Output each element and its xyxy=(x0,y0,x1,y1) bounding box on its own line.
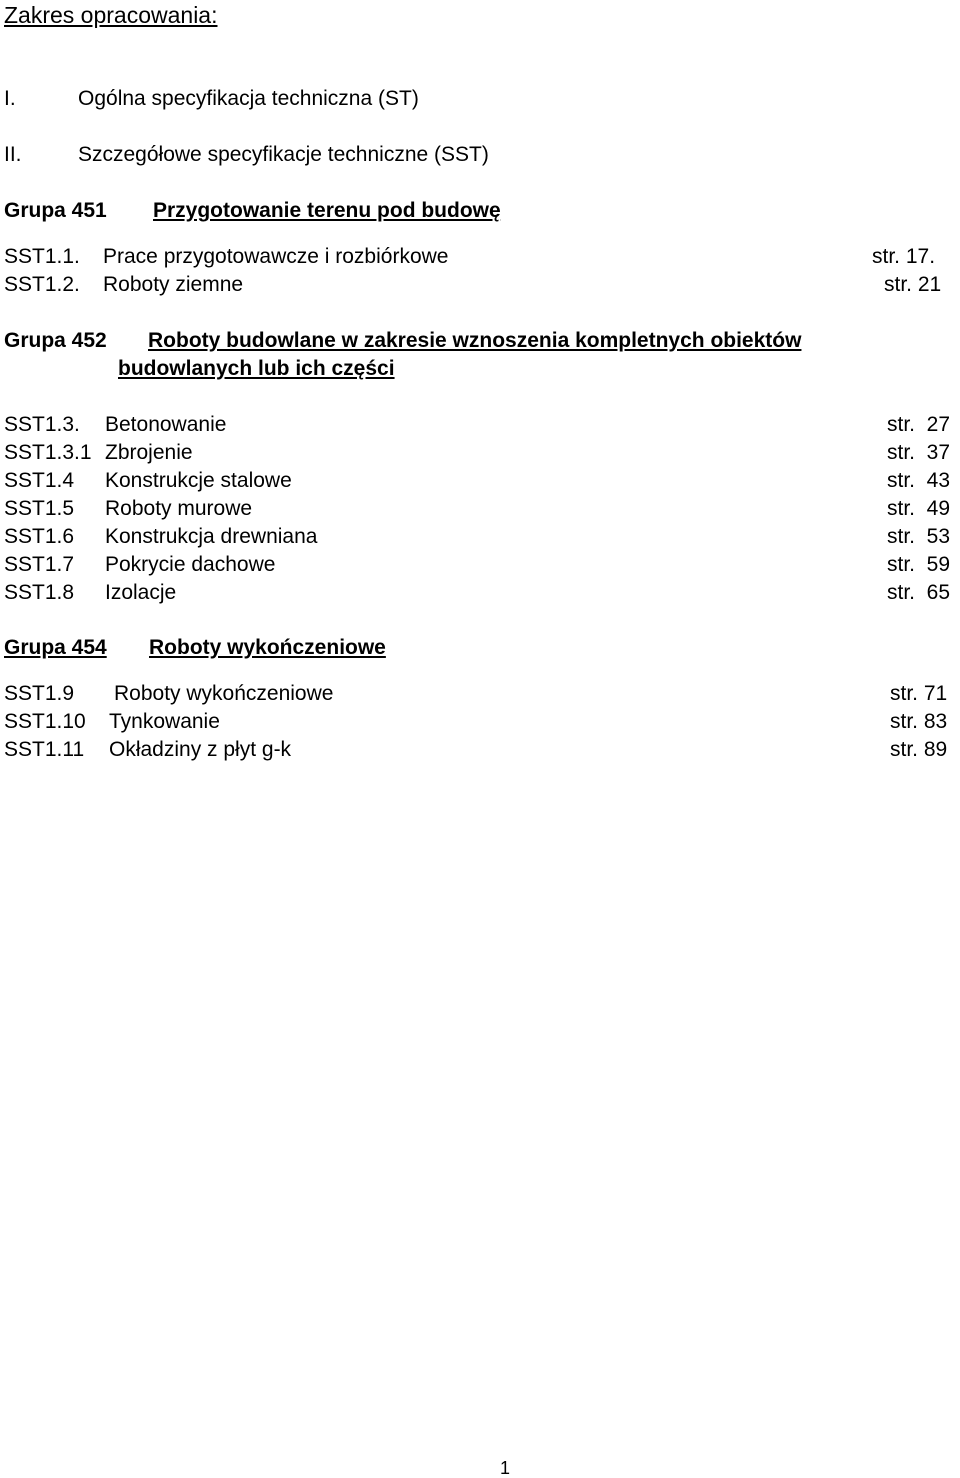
toc-name: Roboty murowe xyxy=(105,497,253,520)
toc-name: Konstrukcja drewniana xyxy=(105,525,318,548)
toc-page: str. 37 xyxy=(887,441,951,464)
toc-name: Tynkowanie xyxy=(109,710,220,733)
group-title: Przygotowanie terenu pod budowę xyxy=(153,199,501,222)
toc-name: Roboty wykończeniowe xyxy=(114,682,334,705)
toc-code: SST1.9 xyxy=(4,682,75,705)
toc-page: str. 71 xyxy=(890,682,948,705)
group-title: Roboty wykończeniowe xyxy=(149,636,386,659)
toc-code: SST1.10 xyxy=(4,710,86,733)
toc-name: Prace przygotowawcze i rozbiórkowe xyxy=(103,245,449,268)
toc-code: SST1.8 xyxy=(4,581,75,604)
group-title: Roboty budowlane w zakresie wznoszenia kompletnych obiektów xyxy=(148,329,802,352)
toc-code: SST1.7 xyxy=(4,553,75,576)
toc-name: Konstrukcje stalowe xyxy=(105,469,292,492)
section-title: Ogólna specyfikacja techniczna (ST) xyxy=(78,87,419,110)
toc-code: SST1.4 xyxy=(4,469,75,492)
toc-name: Roboty ziemne xyxy=(103,273,244,296)
toc-page: str. 17. xyxy=(872,245,936,268)
toc-page: str. 43 xyxy=(887,469,951,492)
toc-name: Betonowanie xyxy=(105,413,227,436)
toc-page: str. 59 xyxy=(887,553,951,576)
section-numeral: II. xyxy=(4,143,22,166)
toc-name: Zbrojenie xyxy=(105,441,193,464)
toc-page: str. 83 xyxy=(890,710,948,733)
section-title: Szczegółowe specyfikacje techniczne (SST) xyxy=(78,143,489,166)
toc-code: SST1.11 xyxy=(4,738,85,761)
toc-code: SST1.6 xyxy=(4,525,75,548)
toc-code: SST1.2. xyxy=(4,273,80,296)
toc-code: SST1.3.1 xyxy=(4,441,92,464)
group-label: Grupa 452 xyxy=(4,329,107,352)
toc-page: str. 65 xyxy=(887,581,951,604)
group-label: Grupa 451 xyxy=(4,199,107,222)
toc-code: SST1.1. xyxy=(4,245,80,268)
toc-code: SST1.3. xyxy=(4,413,80,436)
section-numeral: I. xyxy=(4,87,16,110)
group-label: Grupa 454 xyxy=(4,636,107,659)
toc-page: str. 49 xyxy=(887,497,951,520)
toc-page: str. 27 xyxy=(887,413,951,436)
toc-code: SST1.5 xyxy=(4,497,75,520)
page-number: 1 xyxy=(500,1458,511,1478)
toc-name: Izolacje xyxy=(105,581,177,604)
toc-page: str. 89 xyxy=(890,738,948,761)
toc-name: Pokrycie dachowe xyxy=(105,553,276,576)
page-title: Zakres opracowania: xyxy=(4,2,218,28)
toc-page: str. 53 xyxy=(887,525,951,548)
toc-name: Okładziny z płyt g-k xyxy=(109,738,292,761)
group-title-continued: budowlanych lub ich części xyxy=(118,357,395,380)
toc-page: str. 21 xyxy=(884,273,942,296)
